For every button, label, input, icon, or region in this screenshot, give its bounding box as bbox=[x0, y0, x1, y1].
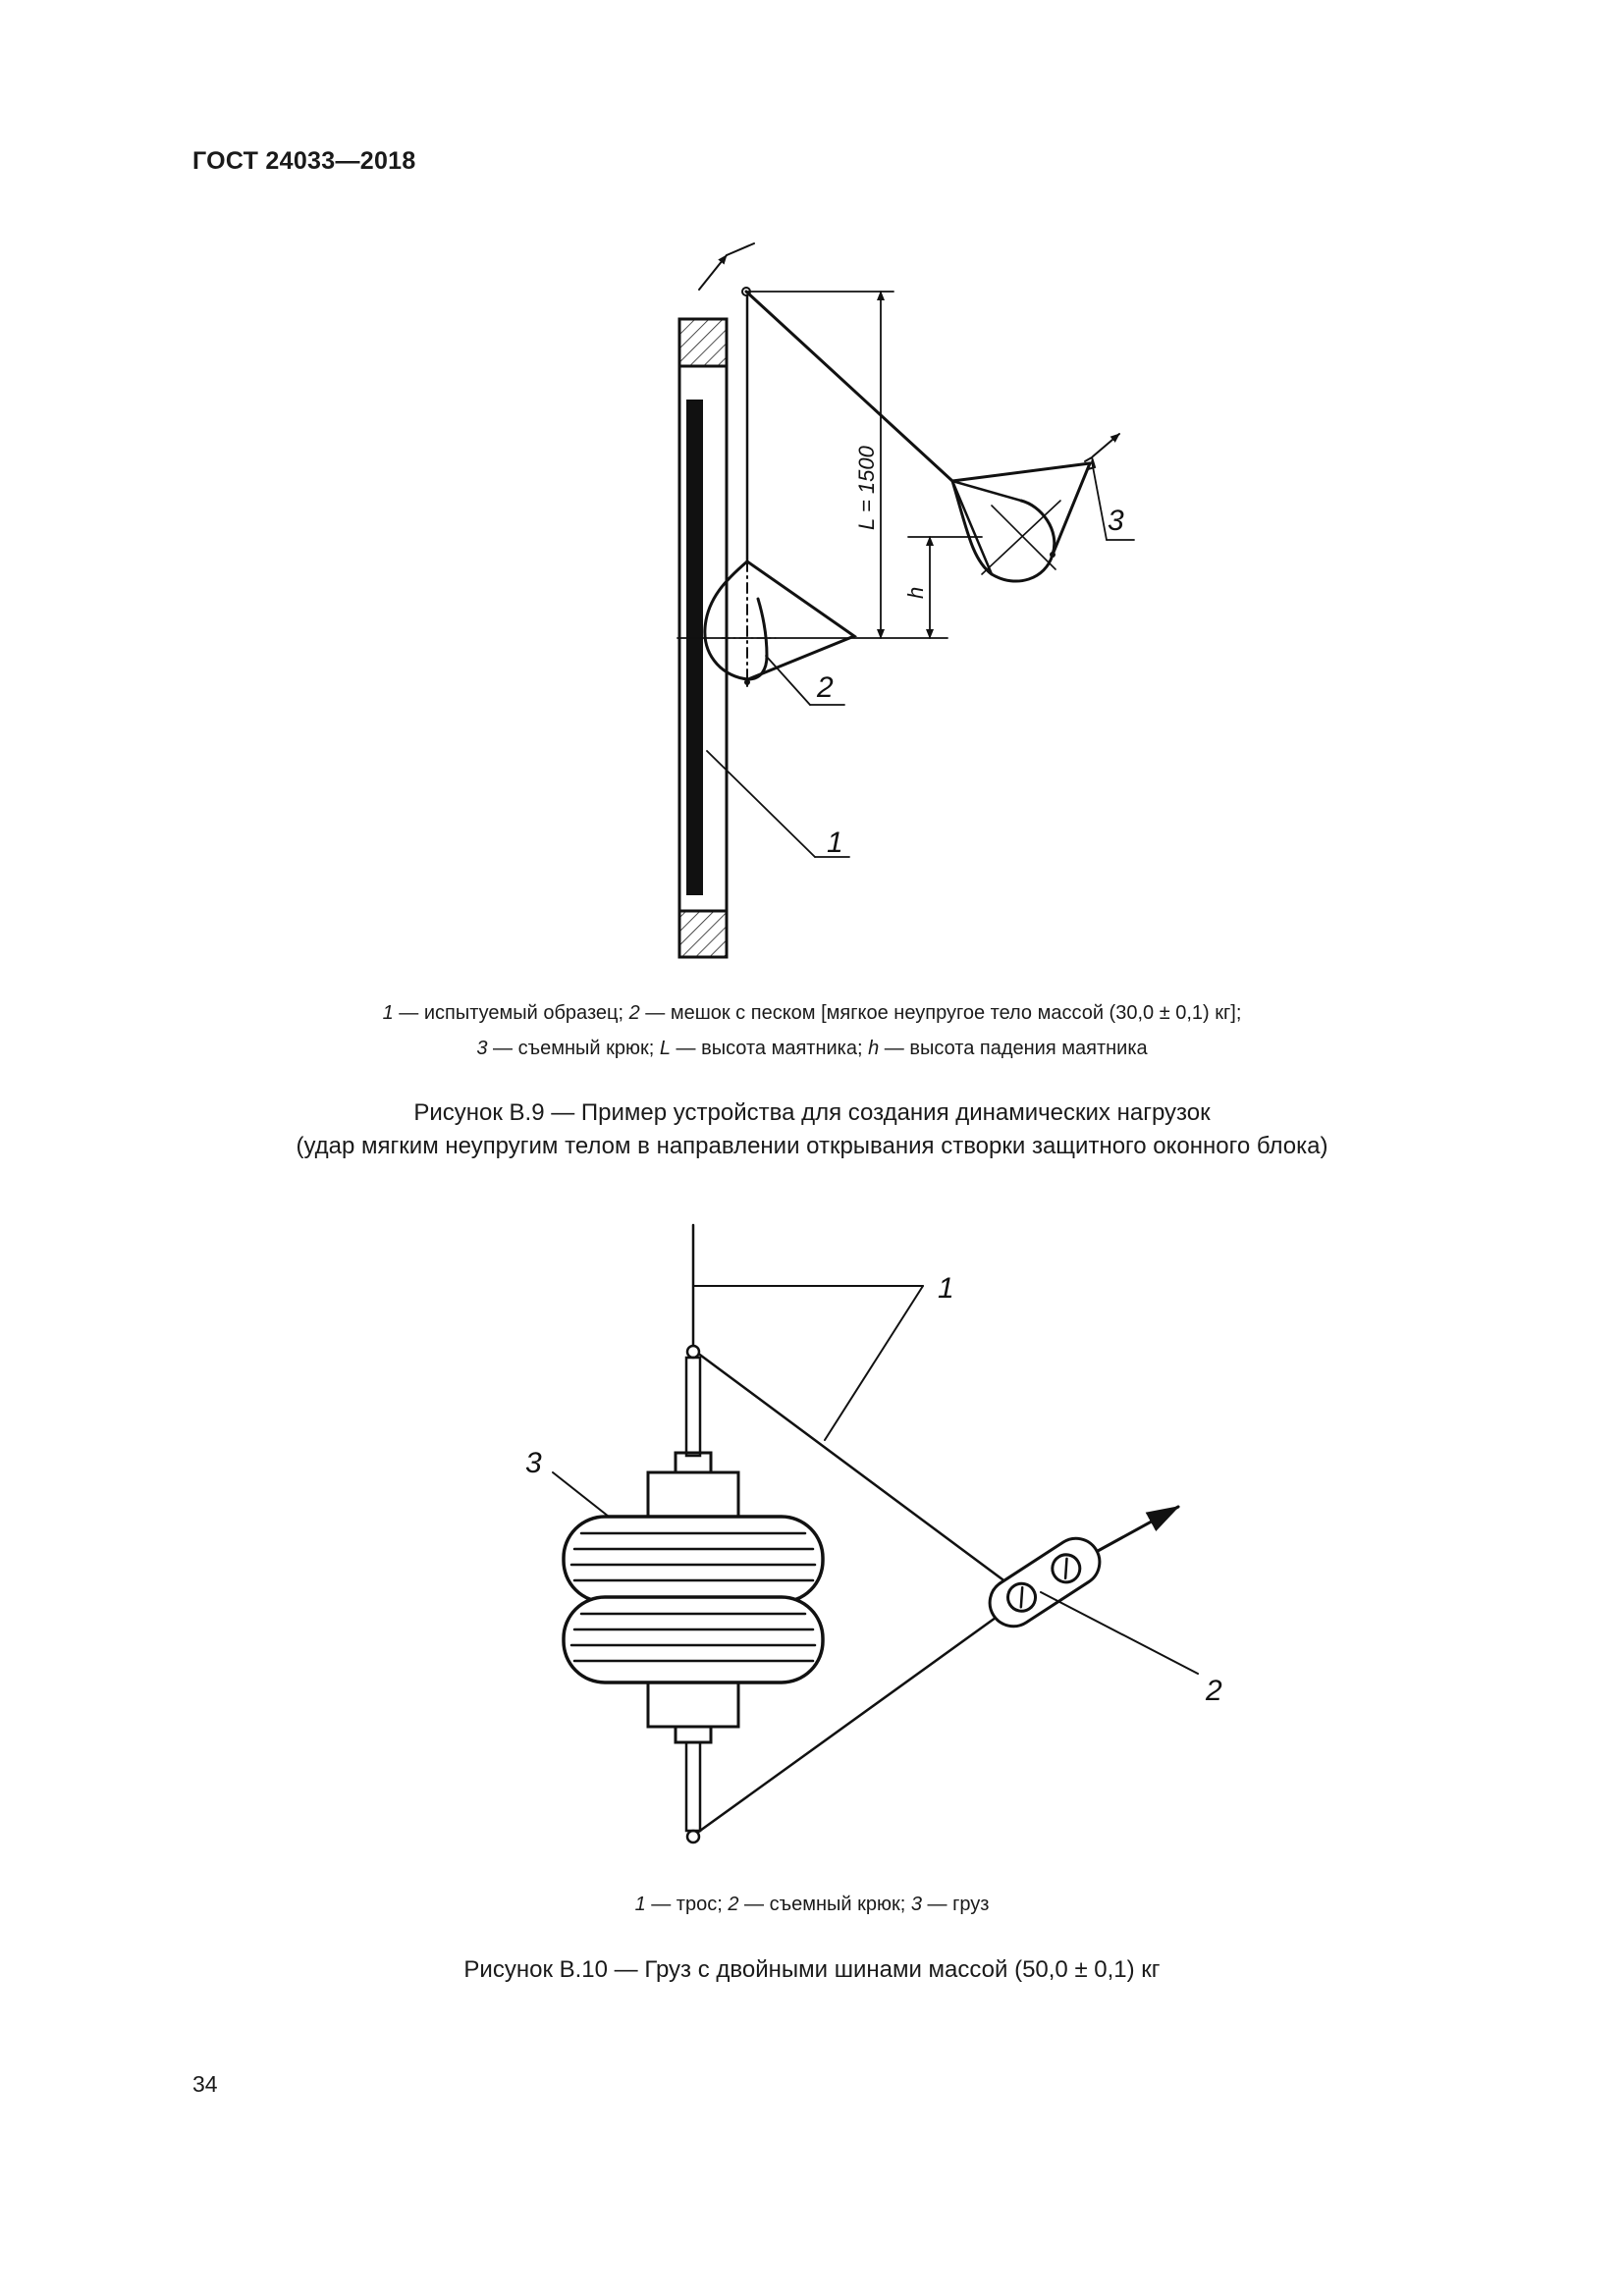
legend-key: 2 bbox=[628, 1002, 640, 1024]
legend-key: 2 bbox=[728, 1894, 739, 1915]
weight-double-tyres bbox=[564, 1358, 823, 1831]
legend-line-1 bbox=[0, 995, 1624, 1031]
label-3: 3 bbox=[1108, 505, 1124, 537]
figure-b10-legend bbox=[0, 1887, 1624, 1922]
legend-text: — съемный крюк; bbox=[487, 1038, 660, 1059]
legend-text: — груз bbox=[921, 1894, 990, 1915]
label-2: 2 bbox=[1206, 1675, 1222, 1707]
figure-b10-caption bbox=[0, 1953, 1624, 1987]
label-2: 2 bbox=[817, 671, 834, 704]
legend-key: 3 bbox=[476, 1038, 488, 1059]
legend-key: L bbox=[659, 1038, 671, 1059]
figure-b9-legend bbox=[0, 995, 1624, 1066]
figure-b9-caption bbox=[0, 1096, 1624, 1163]
removable-hook bbox=[981, 1507, 1178, 1635]
label-3: 3 bbox=[525, 1447, 542, 1479]
legend-text: — высота маятника; bbox=[670, 1038, 869, 1059]
legend-line-2 bbox=[0, 1031, 1624, 1066]
label-1: 1 bbox=[827, 827, 843, 859]
legend-text: — испытуемый образец; bbox=[393, 1002, 629, 1024]
label-h: h bbox=[903, 586, 928, 599]
label-L: L = 1500 bbox=[854, 446, 879, 530]
legend-key: h bbox=[868, 1038, 880, 1059]
caption-line-1: Рисунок В.9 — Пример устройства для создания динамических нагрузок bbox=[413, 1099, 1211, 1126]
page-number: 34 bbox=[192, 2071, 218, 2097]
document-header: ГОСТ 24033—2018 bbox=[192, 147, 416, 175]
legend-text: — трос; bbox=[645, 1894, 729, 1915]
legend-key: 3 bbox=[910, 1894, 922, 1915]
legend-key: 1 bbox=[382, 1002, 394, 1024]
figure-b10-drawing bbox=[0, 1207, 1624, 1865]
legend-key: 1 bbox=[634, 1894, 646, 1915]
legend-text: — высота падения маятника bbox=[879, 1038, 1148, 1059]
caption-line-2: (удар мягким неупругим телом в направлении открывания створки защитного оконного блока) bbox=[296, 1133, 1328, 1159]
caption-line: Рисунок В.10 — Груз с двойными шинами массой (50,0 ± 0,1) кг bbox=[463, 1956, 1161, 1983]
adjust-arrow-top bbox=[699, 243, 754, 290]
legend-text: — съемный крюк; bbox=[738, 1894, 911, 1915]
figure-b9-drawing bbox=[0, 226, 1624, 972]
label-1: 1 bbox=[938, 1272, 954, 1305]
legend-text: — мешок с песком [мягкое неупругое тело массой (30,0 ± 0,1) кг]; bbox=[639, 1002, 1242, 1024]
